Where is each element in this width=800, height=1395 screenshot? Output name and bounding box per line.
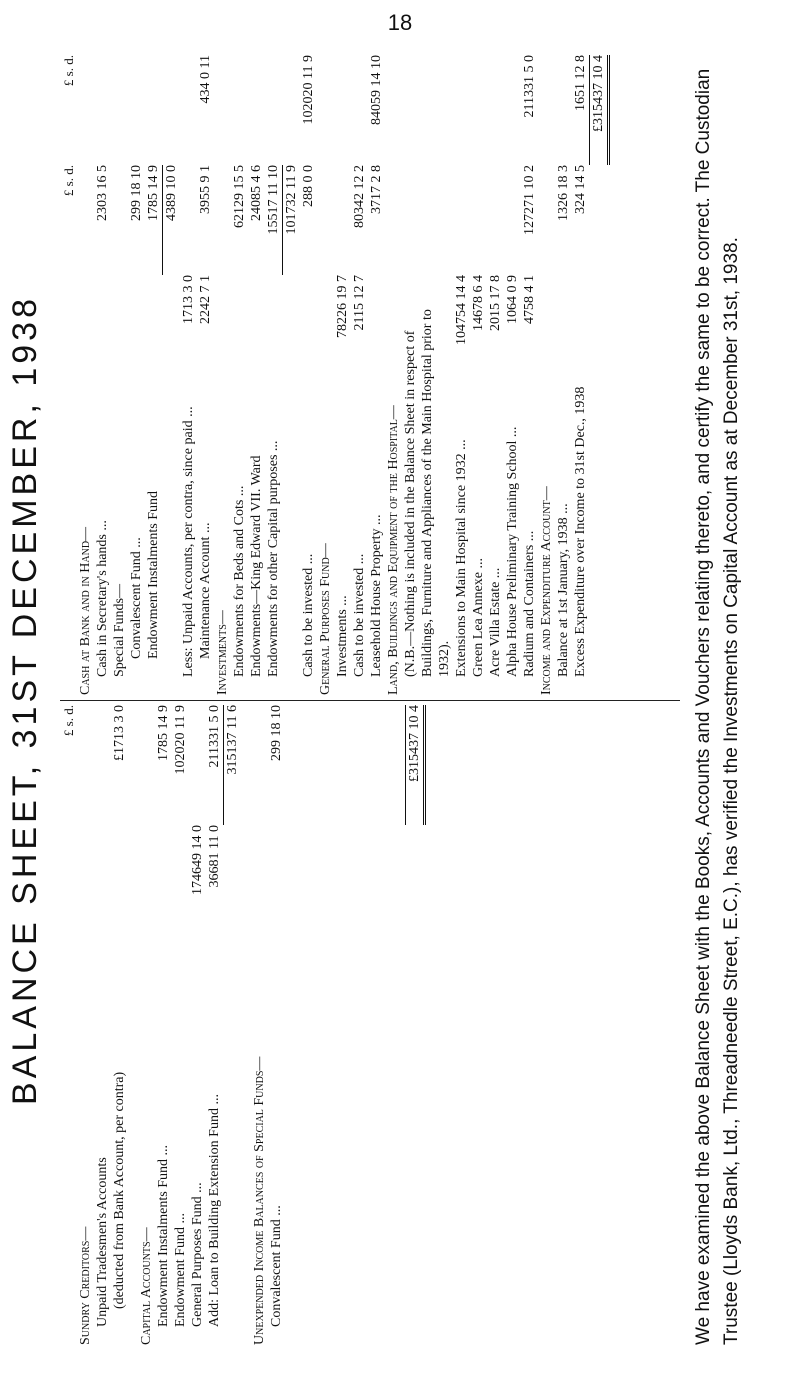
cash-invested-amount: 288 0 0 bbox=[301, 165, 316, 207]
land-item-label: Acre Villa Estate ... bbox=[488, 567, 503, 677]
cap-item-col1: 36681 11 0 bbox=[207, 825, 222, 888]
leasehold-label: Leasehold House Property ... bbox=[369, 514, 384, 677]
cap-item-label: Add: Loan to Building Extension Fund ... bbox=[207, 1094, 222, 1327]
auditor-certificate: We have examined the above Balance Sheet with the Books, Accounts and Vouchers relating thereto, and certify the same to be correct. The Custodian Trustee (Lloyds Bank, Ltd., Threadneedle Street, E.C.), has verified the Investments on Capital Account as at December 31st, 1938. bbox=[693, 68, 742, 1345]
cap-item-label: Endowment Fund ... bbox=[173, 1213, 188, 1327]
land-item-amount: 4758 4 1 bbox=[522, 275, 537, 324]
convalescent-label: Convalescent Fund ... bbox=[269, 1205, 284, 1327]
cap-item-label: Endowment Instalments Fund ... bbox=[156, 1145, 171, 1327]
currency-header: £ s. d. bbox=[61, 55, 76, 87]
cash-item-label: Cash in Secretary's hands ... bbox=[95, 520, 110, 677]
land-item-label: Radium and Containers ... bbox=[522, 530, 537, 677]
balance-sheet bbox=[0, 55, 800, 1395]
invest-total: 102020 11 9 bbox=[301, 55, 316, 125]
sundry-line: (deducted from Bank Account, per contra) bbox=[112, 1071, 127, 1309]
balance-table bbox=[60, 55, 680, 1345]
invest-item-label: Endowments for Beds and Cots ... bbox=[232, 485, 247, 677]
less-total: 3955 9 1 bbox=[198, 165, 213, 214]
leasehold-amount: 3717 2 8 bbox=[369, 165, 384, 214]
less-label: Less: Unpaid Accounts, per contra, since paid ... bbox=[181, 406, 196, 677]
land-item-label: Green Lea Annexe ... bbox=[471, 558, 486, 677]
income-heading: Income and Expenditure Account— bbox=[539, 486, 554, 695]
land-item-amount: 104754 14 4 bbox=[454, 275, 469, 345]
gp-item-label: Investments ... bbox=[335, 595, 350, 677]
gp-item-label: Cash to be invested ... bbox=[352, 553, 367, 677]
invest-item-amount: 24085 4 6 bbox=[249, 165, 264, 221]
cap-item-label: General Purposes Fund ... bbox=[190, 1182, 205, 1327]
cash-net: 434 0 11 bbox=[198, 55, 213, 104]
sundry-line: Unpaid Tradesmen's Accounts bbox=[95, 1157, 110, 1327]
unexpended-heading: Unexpended Income Balances of Special Funds— bbox=[252, 1056, 267, 1345]
gp-heading: General Purposes Fund— bbox=[318, 543, 333, 695]
land-item-amount: 14678 6 4 bbox=[471, 275, 486, 331]
land-item-label: Extensions to Main Hospital since 1932 ... bbox=[454, 439, 469, 677]
gp-subtotal: 80342 12 2 bbox=[352, 165, 367, 228]
cash-item-label: Convalescent Fund ... bbox=[129, 537, 144, 659]
assets-column bbox=[60, 55, 680, 695]
invest-item-amount: 15517 11 10 bbox=[266, 165, 281, 235]
gp-item-amount: 78226 19 7 bbox=[335, 275, 350, 338]
income-item-amount: 1326 18 3 bbox=[556, 165, 571, 221]
invest-item-label: Endowments for other Capital purposes ... bbox=[266, 440, 281, 677]
cash-item-amount: 2303 16 5 bbox=[95, 165, 110, 221]
cash-item-label: Special Funds— bbox=[112, 584, 127, 677]
invest-subtotal: 101732 11 9 bbox=[282, 165, 300, 275]
income-item-label: Excess Expenditure over Income to 31st Dec., 1938 bbox=[573, 386, 588, 677]
liabilities-column bbox=[60, 705, 680, 1345]
invest-item-label: Endowments—King Edward VII. Ward bbox=[249, 455, 264, 677]
income-item-amount: 324 14 5 bbox=[573, 165, 588, 214]
land-total: 127271 10 2 bbox=[522, 165, 537, 235]
investments-heading: Investments— bbox=[215, 610, 230, 695]
cap-item-col2: 102020 11 9 bbox=[173, 705, 188, 775]
land-item-label: Alpha House Preliminary Training School ... bbox=[505, 426, 520, 677]
sundry-creditors-heading: Sundry Creditors— bbox=[78, 1226, 93, 1345]
cap-item-col2: 1785 14 9 bbox=[156, 705, 171, 761]
land-heading: Land, Buildings and Equipment of the Hospital— bbox=[386, 405, 401, 695]
cash-subtotal: 4389 10 0 bbox=[162, 165, 180, 275]
currency-header: £ s. d. bbox=[61, 165, 76, 197]
income-total: 1651 12 8 bbox=[573, 55, 588, 111]
cash-item-amount: 1785 14 9 bbox=[146, 165, 161, 221]
land-item-amount: 2015 17 8 bbox=[488, 275, 503, 331]
cap-item-col2: 211331 5 0 bbox=[207, 705, 222, 768]
sundry-amount: £1713 3 0 bbox=[112, 705, 127, 761]
page-number: 18 bbox=[387, 10, 413, 35]
liabilities-grand-total: £315437 10 4 bbox=[405, 705, 426, 825]
gp-item-amount: 2115 12 7 bbox=[352, 275, 367, 331]
column-divider bbox=[60, 700, 680, 701]
cash-heading: Cash at Bank and in Hand— bbox=[78, 526, 93, 695]
land-item-amount: 1064 0 9 bbox=[505, 275, 520, 324]
gp-total: 84059 14 10 bbox=[369, 55, 384, 125]
income-item-label: Balance at 1st January, 1938 ... bbox=[556, 503, 571, 677]
land-note: (N.B.—Nothing is included in the Balance Sheet in respect of Buildings, Furniture and Appliances of the Main Hospital prior to 1932). bbox=[403, 309, 452, 677]
convalescent-amount: 299 18 10 bbox=[269, 705, 284, 761]
capital-accounts-heading: Capital Accounts— bbox=[139, 1227, 154, 1345]
cap-item-col1: 174649 14 0 bbox=[190, 825, 205, 895]
currency-header: £ s. d. bbox=[61, 705, 76, 737]
less-amount: 1713 3 0 bbox=[181, 275, 196, 324]
invest-item-amount: 62129 15 5 bbox=[232, 165, 247, 228]
cash-item-label: Endowment Instalments Fund bbox=[146, 491, 161, 659]
sheet-title: BALANCE SHEET, 31ST DECEMBER, 1938 bbox=[6, 295, 44, 1105]
capital-total: 315137 11 6 bbox=[223, 705, 241, 825]
maintenance-label: Maintenance Account ... bbox=[198, 522, 213, 659]
assets-grand-total: £315437 10 4 bbox=[589, 55, 610, 165]
land-net: 211331 5 0 bbox=[522, 55, 537, 118]
cash-invested-label: Cash to be invested ... bbox=[301, 553, 316, 677]
cash-item-amount: 299 18 10 bbox=[129, 165, 144, 221]
maintenance-amount: 2242 7 1 bbox=[198, 275, 213, 324]
